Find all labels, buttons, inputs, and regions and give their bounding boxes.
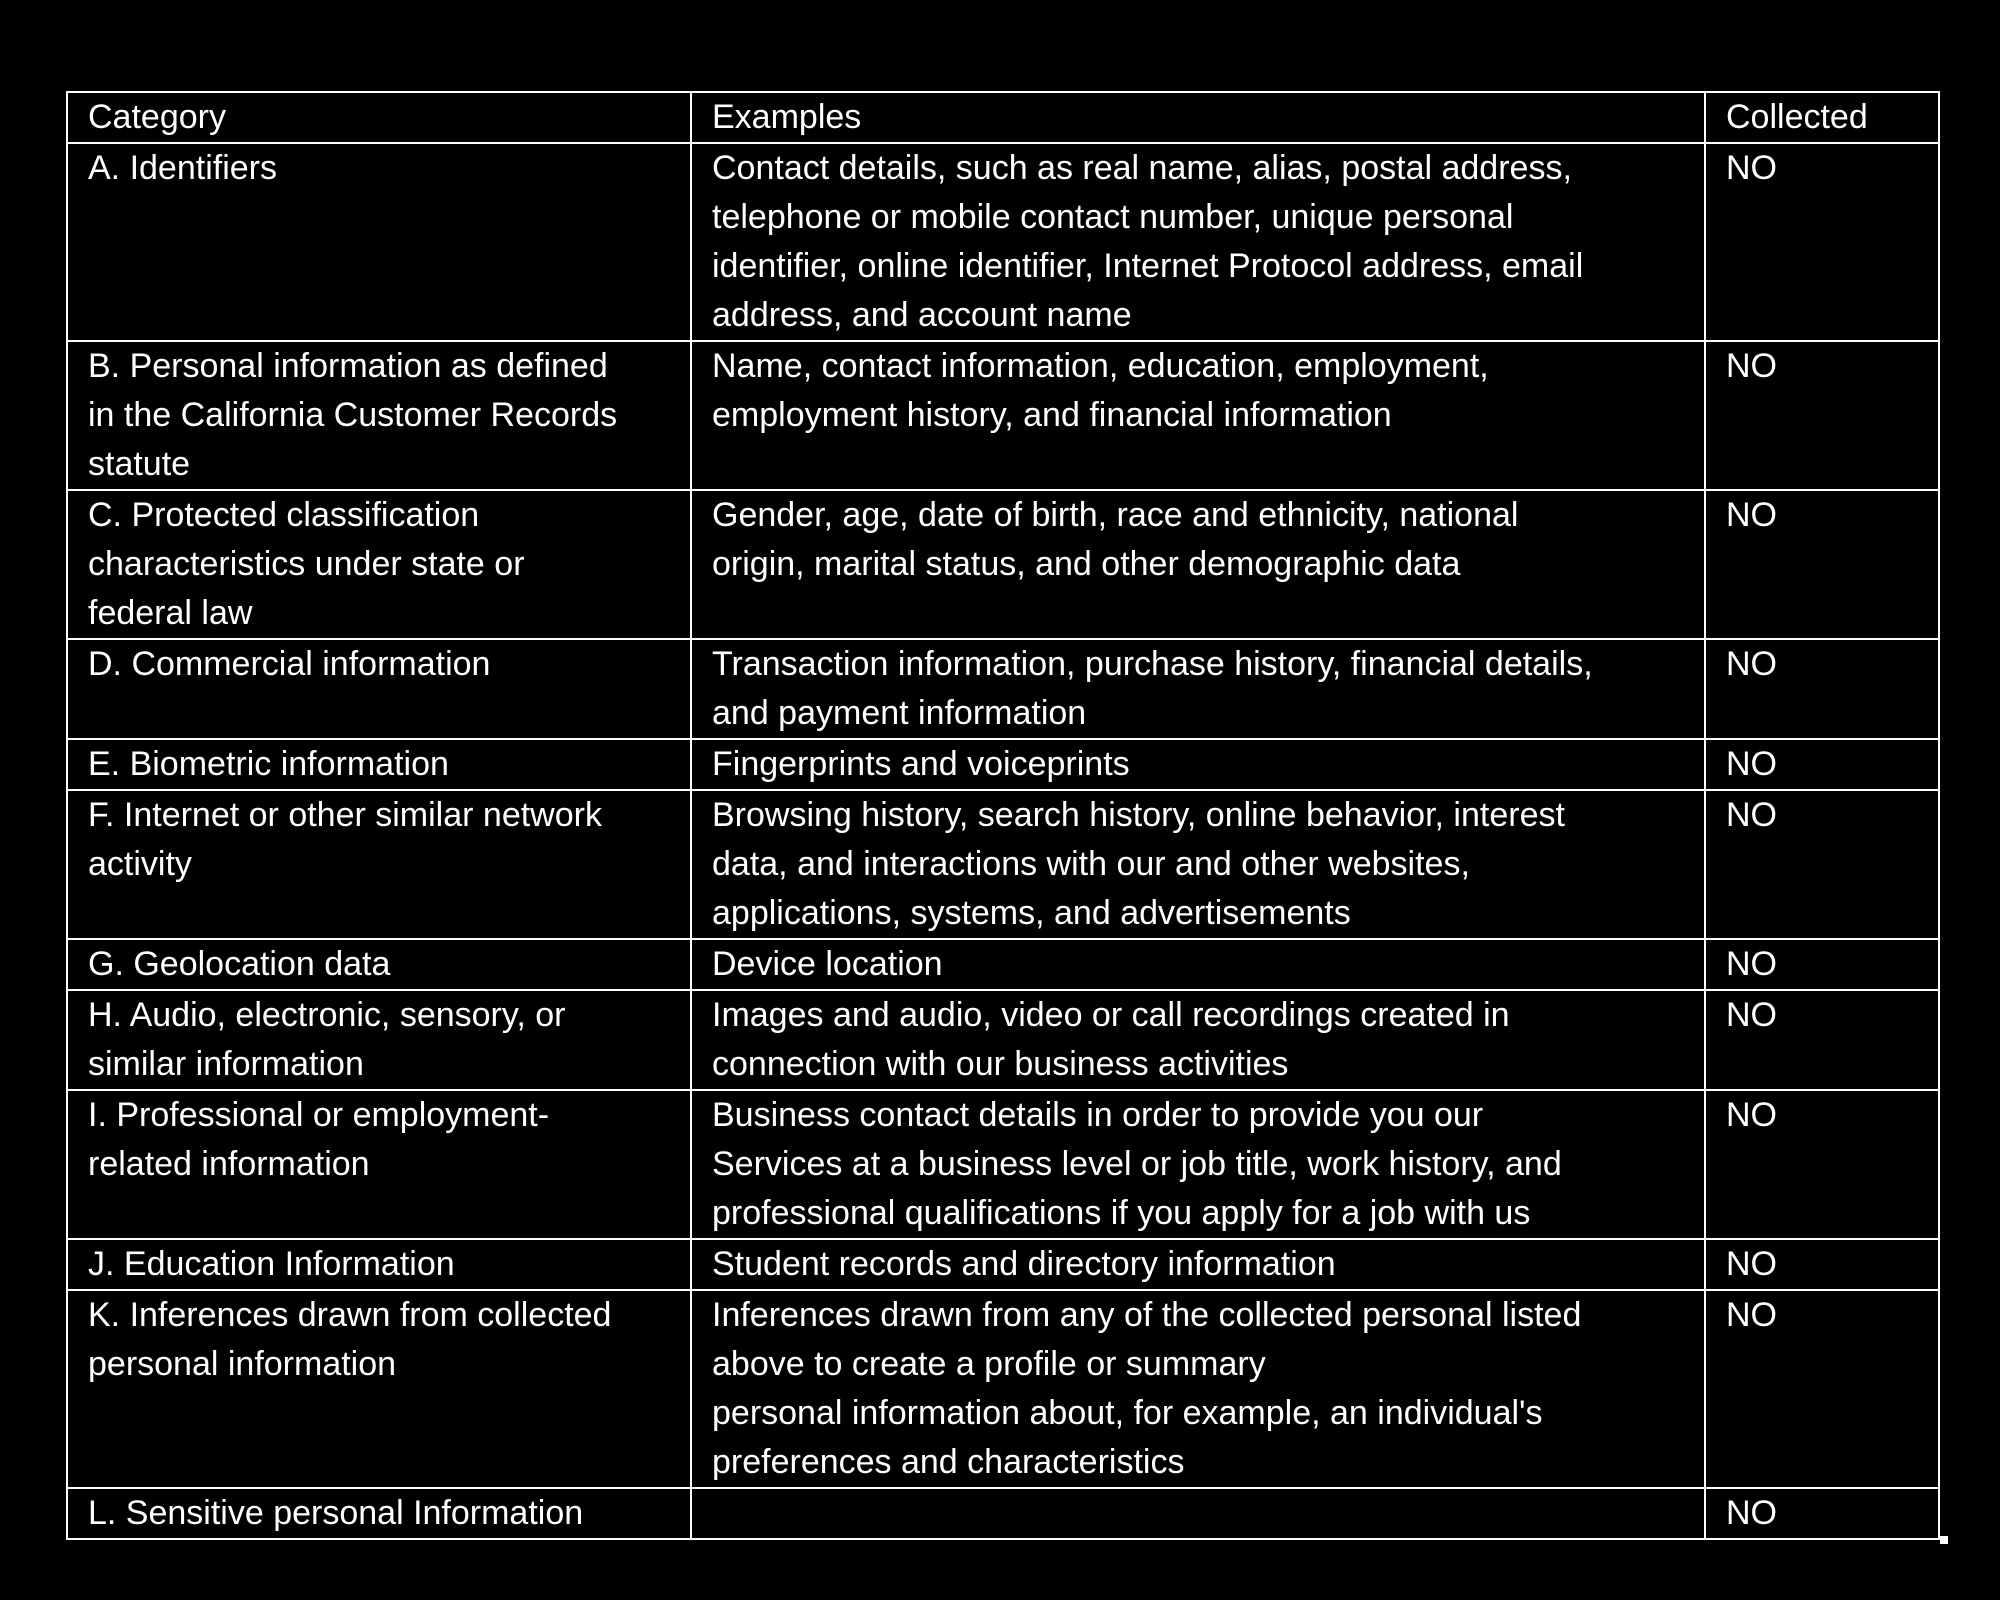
- examples-cell: Device location: [691, 939, 1705, 990]
- category-cell: D. Commercial information: [67, 639, 691, 739]
- category-cell: E. Biometric information: [67, 739, 691, 790]
- collected-cell: NO: [1705, 939, 1939, 990]
- examples-cell: Gender, age, date of birth, race and ethnicity, national origin, marital status, and other demographic data: [691, 490, 1705, 639]
- table-row: [67, 939, 1939, 990]
- header-category: Category: [67, 92, 691, 143]
- examples-cell: Student records and directory information: [691, 1239, 1705, 1290]
- examples-cell: Transaction information, purchase history, financial details, and payment information: [691, 639, 1705, 739]
- examples-cell: Name, contact information, education, employment, employment history, and financial information: [691, 341, 1705, 490]
- category-cell: I. Professional or employment- related information: [67, 1090, 691, 1239]
- table-row: [67, 1290, 1939, 1488]
- category-cell: G. Geolocation data: [67, 939, 691, 990]
- collected-cell: NO: [1705, 1290, 1939, 1488]
- examples-cell: Fingerprints and voiceprints: [691, 739, 1705, 790]
- personal-information-categories-table: [66, 91, 1940, 1540]
- examples-cell: [691, 1488, 1705, 1539]
- category-cell: J. Education Information: [67, 1239, 691, 1290]
- table-row: [67, 1488, 1939, 1539]
- collected-cell: NO: [1705, 490, 1939, 639]
- collected-cell: NO: [1705, 990, 1939, 1090]
- table-row: [67, 790, 1939, 939]
- examples-cell: Inferences drawn from any of the collected personal listed above to create a profile or summary personal information about, for example, an individual's preferences and characteristics: [691, 1290, 1705, 1488]
- collected-cell: NO: [1705, 1488, 1939, 1539]
- collected-cell: NO: [1705, 739, 1939, 790]
- category-cell: C. Protected classification characteristics under state or federal law: [67, 490, 691, 639]
- collected-cell: NO: [1705, 341, 1939, 490]
- examples-cell: Images and audio, video or call recordings created in connection with our business activities: [691, 990, 1705, 1090]
- category-cell: F. Internet or other similar network activity: [67, 790, 691, 939]
- header-collected: Collected: [1705, 92, 1939, 143]
- category-cell: H. Audio, electronic, sensory, or similar information: [67, 990, 691, 1090]
- collected-cell: NO: [1705, 143, 1939, 341]
- examples-cell: Contact details, such as real name, alias, postal address, telephone or mobile contact number, unique personal identifier, online identifier, Internet Protocol address, email address, and account name: [691, 143, 1705, 341]
- table-row: [67, 990, 1939, 1090]
- table-row: [67, 143, 1939, 341]
- table-row: [67, 639, 1939, 739]
- header-row: [67, 92, 1939, 143]
- collected-cell: NO: [1705, 1239, 1939, 1290]
- header-examples: Examples: [691, 92, 1705, 143]
- category-cell: B. Personal information as defined in the California Customer Records statute: [67, 341, 691, 490]
- collected-cell: NO: [1705, 790, 1939, 939]
- table-row: [67, 341, 1939, 490]
- table-row: [67, 1239, 1939, 1290]
- examples-cell: Business contact details in order to provide you our Services at a business level or job title, work history, and professional qualifications if you apply for a job with us: [691, 1090, 1705, 1239]
- table-body: [67, 143, 1939, 1539]
- table-row: [67, 490, 1939, 639]
- corner-dot: [1940, 1536, 1948, 1544]
- table-row: [67, 1090, 1939, 1239]
- collected-cell: NO: [1705, 1090, 1939, 1239]
- category-cell: L. Sensitive personal Information: [67, 1488, 691, 1539]
- collected-cell: NO: [1705, 639, 1939, 739]
- examples-cell: Browsing history, search history, online behavior, interest data, and interactions with our and other websites, applications, systems, and advertisements: [691, 790, 1705, 939]
- table-row: [67, 739, 1939, 790]
- table-header: [67, 92, 1939, 143]
- category-cell: A. Identifiers: [67, 143, 691, 341]
- category-cell: K. Inferences drawn from collected personal information: [67, 1290, 691, 1488]
